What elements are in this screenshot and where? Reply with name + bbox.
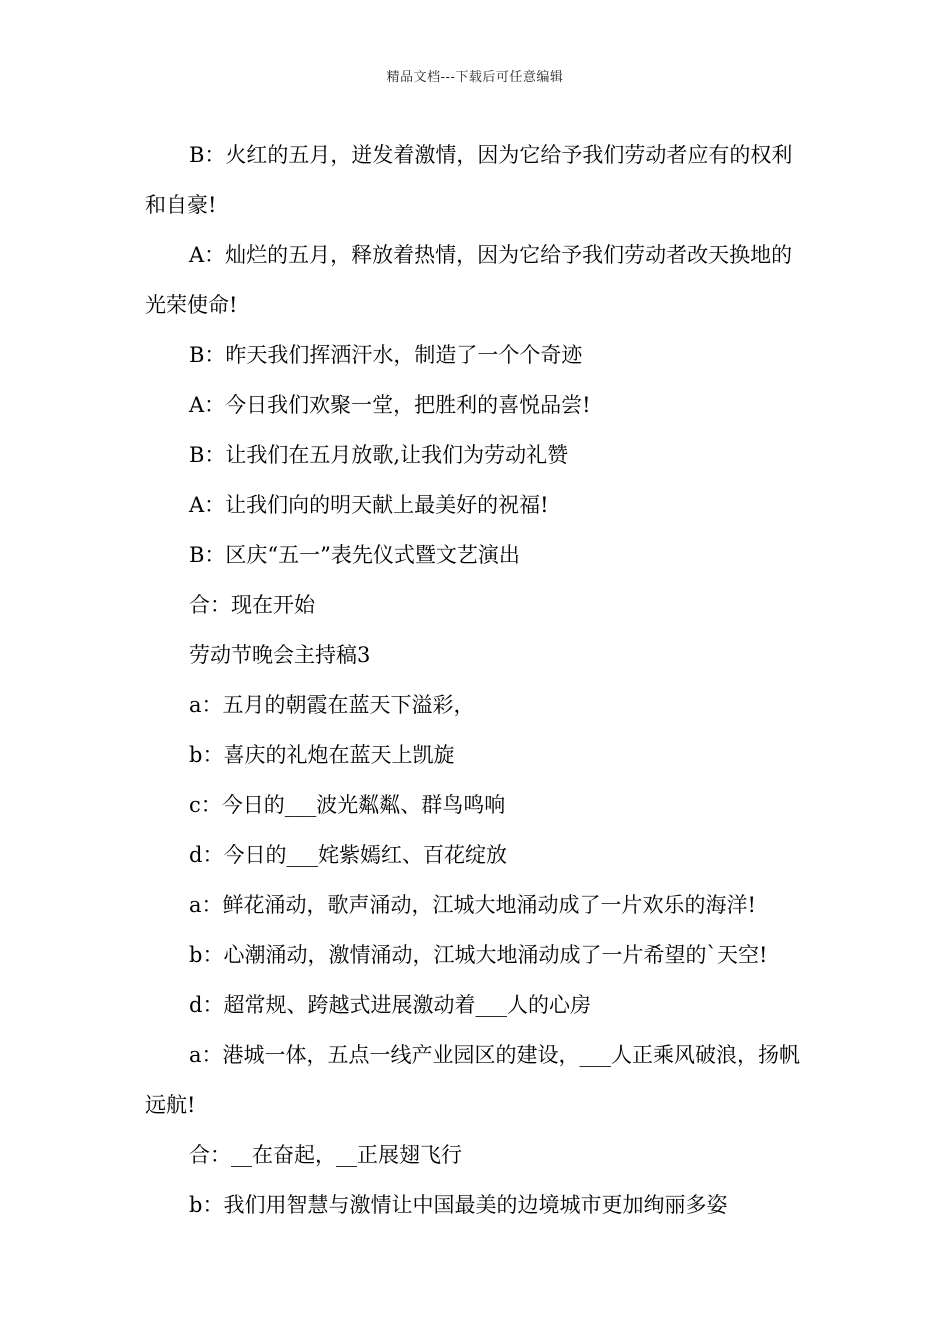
paragraph: a：鲜花涌动，歌声涌动，江城大地涌动成了一片欢乐的海洋! [189,893,756,917]
section-title: 劳动节晚会主持稿3 [189,643,371,667]
paragraph: a：港城一体，五点一线产业园区的建设，___人正乘风破浪，扬帆远航! [145,1043,801,1117]
paragraph: A：灿烂的五月，释放着热情，因为它给予我们劳动者改天换地的光荣使命! [145,243,793,317]
paragraph: B：火红的五月，迸发着激情，因为它给予我们劳动者应有的权利和自豪! [145,143,793,217]
paragraph: A：让我们向的明天献上最美好的祝福! [189,493,549,517]
paragraph: c：今日的___波光粼粼、群鸟鸣响 [189,793,506,817]
paragraph: B：昨天我们挥洒汗水，制造了一个个奇迹 [189,343,583,367]
paragraph: B：让我们在五月放歌,让我们为劳动礼赞 [189,443,569,467]
paragraph: B：区庆“五一”表先仪式暨文艺演出 [189,543,520,567]
paragraph: a：五月的朝霞在蓝天下溢彩， [189,693,475,717]
page-header: 精品文档---下载后可任意编辑 [386,70,564,85]
paragraph: 合：__在奋起，__正展翅飞行 [189,1143,462,1167]
paragraph: d：超常规、跨越式进展激动着___人的心房 [189,993,591,1017]
paragraph: b：心潮涌动，激情涌动，江城大地涌动成了一片希望的`天空! [189,943,768,967]
document-body [145,130,810,1230]
paragraph: d：今日的___姹紫嫣红、百花绽放 [189,843,507,867]
paragraph: A：今日我们欢聚一堂，把胜利的喜悦品尝! [189,393,591,417]
paragraph: b：喜庆的礼炮在蓝天上凯旋 [189,743,455,767]
paragraph: 合：现在开始 [189,593,315,617]
paragraph: b：我们用智慧与激情让中国最美的边境城市更加绚丽多姿 [189,1193,728,1217]
